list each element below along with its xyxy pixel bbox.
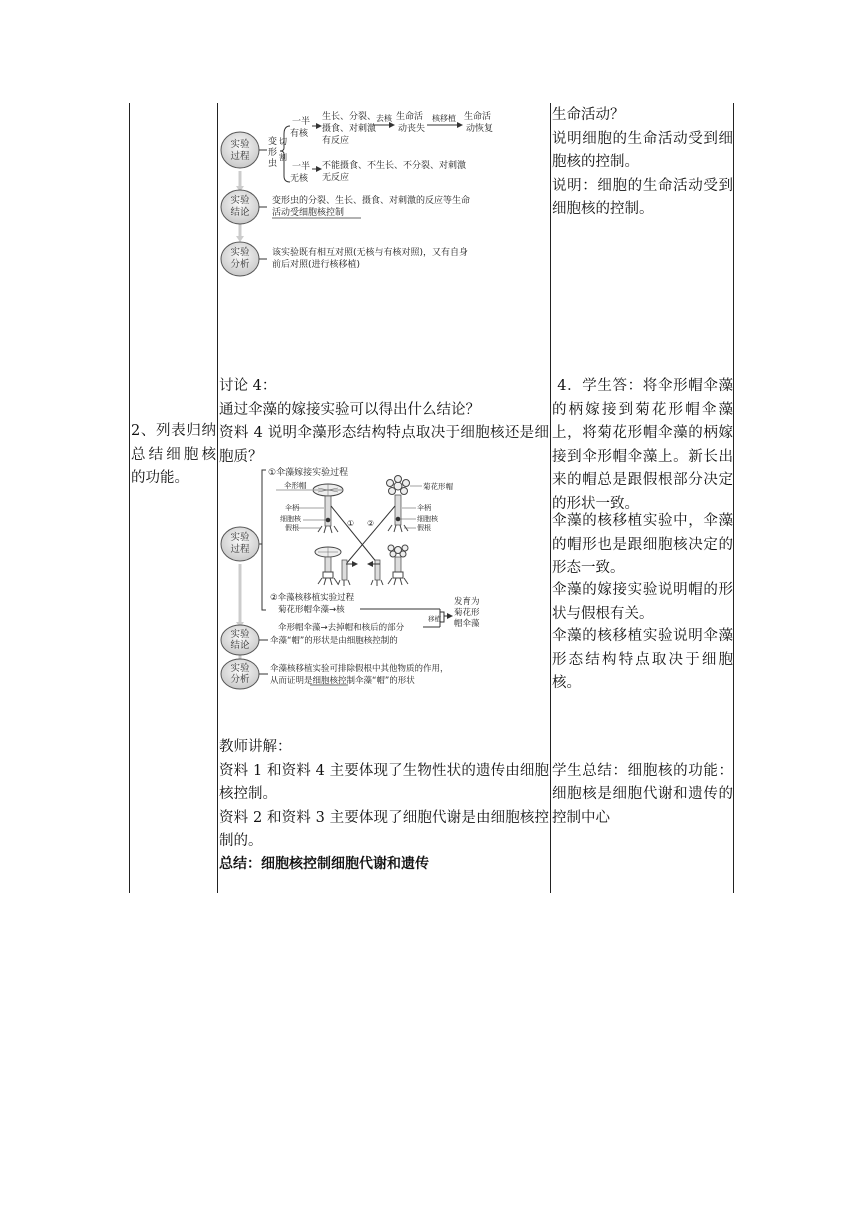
svg-text:生命活: 生命活 [464,112,492,122]
svg-text:有反应: 有反应 [322,136,350,146]
svg-text:一半: 一半 [292,162,311,172]
svg-text:变形虫的分裂、生长、摄食、对刺激的反应等生命: 变形虫的分裂、生长、摄食、对刺激的反应等生命 [272,196,471,206]
col3-text-1: 生命活动？ [552,107,625,123]
svg-text:动恢复: 动恢复 [466,124,494,134]
svg-text:细胞核: 细胞核 [280,515,301,523]
process-label-2: 过程 [230,151,250,162]
teacher-title: 教师讲解： [219,739,292,755]
svg-text:菊花形: 菊花形 [454,608,480,618]
svg-text:割: 割 [279,153,287,162]
svg-text:动丧失: 动丧失 [398,124,426,134]
svg-text:②: ② [367,519,375,528]
svg-text:结论: 结论 [230,207,250,218]
svg-text:实验: 实验 [230,195,250,206]
svg-text:①: ① [347,519,355,528]
student-answer-3: 伞藻的嫁接实验说明帽的形状与假根有关。 [552,582,733,622]
svg-text:分析: 分析 [230,259,250,270]
svg-text:前后对照(进行核移植): 前后对照(进行核移植) [272,260,361,270]
svg-text:实验: 实验 [230,629,250,640]
svg-text:虫: 虫 [268,159,278,169]
svg-text:有核: 有核 [290,129,309,139]
svg-text:分析: 分析 [230,674,250,685]
svg-text:菊花形帽伞藻→核: 菊花形帽伞藻→核 [278,605,345,615]
svg-text:实验: 实验 [230,247,250,258]
svg-text:无反应: 无反应 [322,173,350,183]
summary-text: 总结：细胞核控制细胞代谢和遗传 [219,856,429,872]
svg-text:该实验既有相互对照(无核与有核对照)，又有自身: 该实验既有相互对照(无核与有核对照)，又有自身 [272,248,469,258]
table-border-col2 [550,103,551,893]
discussion-question-2: 资料 4 说明伞藻形态结构特点取决于细胞核还是细胞质？ [219,425,549,465]
teacher-paragraph-1: 资料 1 和资料 4 主要体现了生物性状的遗传由细胞核控制。 [219,762,549,802]
svg-text:实验: 实验 [230,532,250,543]
svg-text:伞形帽伞藻→去掉帽和核后的部分: 伞形帽伞藻→去掉帽和核后的部分 [278,623,405,633]
svg-text:摄食、对刺激: 摄食、对刺激 [322,124,377,134]
acetabularia-experiment-figure [218,464,518,692]
svg-text:变: 变 [268,137,278,147]
teacher-paragraph-2: 资料 2 和资料 3 主要体现了细胞代谢是由细胞核控制的。 [219,809,549,849]
svg-text:不能摄食、不生长、不分裂、对刺激: 不能摄食、不生长、不分裂、对刺激 [322,161,467,171]
student-answer-4: 伞藻的核移植实验说明伞藻形态结构特点取决于细胞核。 [552,628,733,691]
table-border-left [129,103,130,893]
svg-text:生长、分裂、: 生长、分裂、 [322,112,377,122]
student-summary: 学生总结：细胞核的功能：细胞核是细胞代谢和遗传的控制中心 [552,762,733,826]
svg-text:实验: 实验 [230,663,250,674]
svg-text:核移植: 核移植 [432,114,456,123]
svg-text:伞柄: 伞柄 [417,504,431,512]
svg-text:一半: 一半 [292,117,311,127]
svg-text:假根: 假根 [417,524,431,532]
svg-text:①伞藻嫁接实验过程: ①伞藻嫁接实验过程 [268,468,349,478]
svg-text:细胞核: 细胞核 [417,515,438,523]
table-border-right [733,103,734,893]
student-answer-1: 4．学生答：将伞形帽伞藻的柄嫁接到菊花形帽伞藻上，将菊花形帽伞藻的柄嫁接到伞形帽伞藻上。新长出来的帽总是跟假根部分决定的形状一致。 [552,378,733,512]
svg-text:伞藻核移植实验可排除假根中其他物质的作用，: 伞藻核移植实验可排除假根中其他物质的作用， [270,664,449,674]
svg-text:无核: 无核 [290,174,309,184]
discussion-question-1: 通过伞藻的嫁接实验可以得出什么结论？ [219,401,480,418]
process-label-1: 实验 [230,139,250,150]
process-bubble [221,132,259,168]
svg-text:活动受细胞核控制: 活动受细胞核控制 [272,208,345,218]
svg-text:去核: 去核 [376,114,392,123]
svg-text:从而证明是细胞核控制伞藻“帽”的形状: 从而证明是细胞核控制伞藻“帽”的形状 [270,676,415,686]
amoeba-experiment-figure [218,104,518,289]
svg-text:帽伞藻: 帽伞藻 [454,619,480,629]
svg-text:②伞藻核移植实验过程: ②伞藻核移植实验过程 [270,593,355,603]
col1-text: 2、列表归纳总结细胞核的功能。 [131,423,216,486]
discussion-title: 讨论 4： [219,378,277,394]
col3-text-3: 说明：细胞的生命活动受到细胞核的控制。 [552,177,733,217]
svg-text:发育为: 发育为 [454,597,480,607]
svg-text:伞藻“帽”的形状是由细胞核控制的: 伞藻“帽”的形状是由细胞核控制的 [270,636,398,646]
svg-text:过程: 过程 [230,544,250,555]
svg-text:假根: 假根 [285,524,299,532]
svg-text:菊花形帽: 菊花形帽 [423,482,453,491]
svg-text:伞形帽: 伞形帽 [284,481,307,490]
svg-text:切: 切 [279,137,287,146]
svg-text:移植: 移植 [428,615,441,623]
svg-text:结论: 结论 [230,640,250,651]
col3-text-2: 说明细胞的生命活动受到细胞核的控制。 [552,130,733,170]
svg-text:生命活: 生命活 [396,112,424,122]
student-answer-2: 伞藻的核移植实验中，伞藻的帽形也是跟细胞核决定的形态一致。 [552,513,733,576]
svg-text:伞柄: 伞柄 [285,504,299,512]
svg-text:形: 形 [268,148,278,158]
